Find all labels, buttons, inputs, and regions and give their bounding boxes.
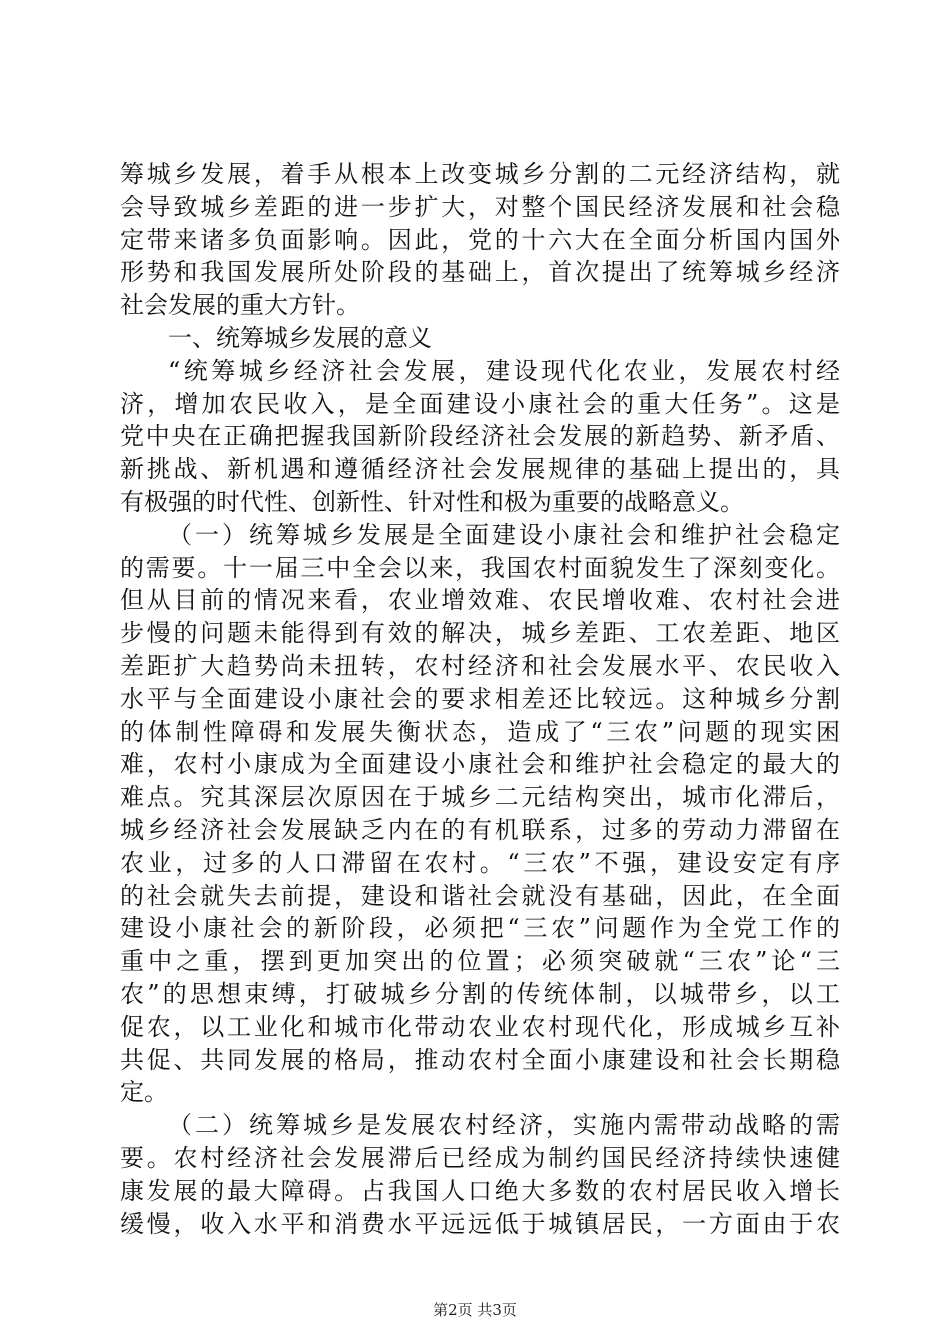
text-line: 一、统筹城乡发展的意义 — [168, 323, 432, 352]
text-line: 会导致城乡差距的进一步扩大，对整个国民经济发展和社会稳 — [120, 192, 840, 221]
text-line: “统筹城乡经济社会发展，建设现代化农业，发展农村经 — [168, 356, 840, 385]
text-line: 康发展的最大障碍。占我国人口绝大多数的农村居民收入增长 — [120, 1176, 840, 1205]
text-line: （二）统筹城乡是发展农村经济，实施内需带动战略的需 — [168, 1111, 840, 1140]
text-line: 农”的思想束缚，打破城乡分割的传统体制，以城带乡，以工 — [120, 979, 840, 1008]
text-line: 济，增加农民收入，是全面建设小康社会的重大任务”。这是 — [120, 389, 840, 418]
text-line: 缓慢，收入水平和消费水平远远低于城镇居民，一方面由于农 — [120, 1209, 840, 1238]
text-line: 要。农村经济社会发展滞后已经成为制约国民经济持续快速健 — [120, 1143, 840, 1172]
text-line: 但从目前的情况来看，农业增效难、农民增收难、农村社会进 — [120, 586, 840, 615]
text-line: 农业，过多的人口滞留在农村。“三农”不强，建设安定有序 — [120, 848, 840, 877]
text-line: 筹城乡发展，着手从根本上改变城乡分割的二元经济结构，就 — [120, 160, 840, 188]
text-line: 社会发展的重大方针。 — [120, 291, 360, 320]
text-line: 共促、共同发展的格局，推动农村全面小康建设和社会长期稳 — [120, 1045, 840, 1074]
text-line: 难，农村小康成为全面建设小康社会和维护社会稳定的最大的 — [120, 750, 840, 779]
text-line: 重中之重，摆到更加突出的位置；必须突破就“三农”论“三 — [120, 947, 840, 976]
text-line: （一）统筹城乡发展是全面建设小康社会和维护社会稳定 — [168, 520, 840, 549]
text-line: 城乡经济社会发展缺乏内在的有机联系，过多的劳动力滞留在 — [120, 815, 840, 844]
text-line: 新挑战、新机遇和遵循经济社会发展规律的基础上提出的，具 — [120, 455, 840, 484]
text-line: 建设小康社会的新阶段，必须把“三农”问题作为全党工作的 — [120, 914, 840, 943]
text-line: 定。 — [120, 1078, 168, 1107]
text-line: 步慢的问题未能得到有效的解决，城乡差距、工农差距、地区 — [120, 619, 840, 648]
text-line: 党中央在正确把握我国新阶段经济社会发展的新趋势、新矛盾、 — [120, 422, 840, 451]
text-line: 水平与全面建设小康社会的要求相差还比较远。这种城乡分割 — [120, 684, 840, 713]
text-line: 难点。究其深层次原因在于城乡二元结构突出，城市化滞后， — [120, 783, 840, 812]
text-line: 有极强的时代性、创新性、针对性和极为重要的战略意义。 — [120, 487, 744, 516]
text-line: 差距扩大趋势尚未扭转，农村经济和社会发展水平、农民收入 — [120, 651, 840, 680]
text-line: 的需要。十一届三中全会以来，我国农村面貌发生了深刻变化。 — [120, 553, 840, 582]
text-line: 形势和我国发展所处阶段的基础上，首次提出了统筹城乡经济 — [120, 258, 840, 287]
text-line: 的体制性障碍和发展失衡状态，造成了“三农”问题的现实困 — [120, 717, 840, 746]
text-line: 促农，以工业化和城市化带动农业农村现代化，形成城乡互补 — [120, 1012, 840, 1041]
text-line: 定带来诸多负面影响。因此，党的十六大在全面分析国内国外 — [120, 225, 840, 254]
page-footer: 第2页 共3页 — [433, 1301, 517, 1319]
text-line: 的社会就失去前提，建设和谐社会就没有基础，因此，在全面 — [120, 881, 840, 910]
document-body — [120, 158, 840, 1240]
